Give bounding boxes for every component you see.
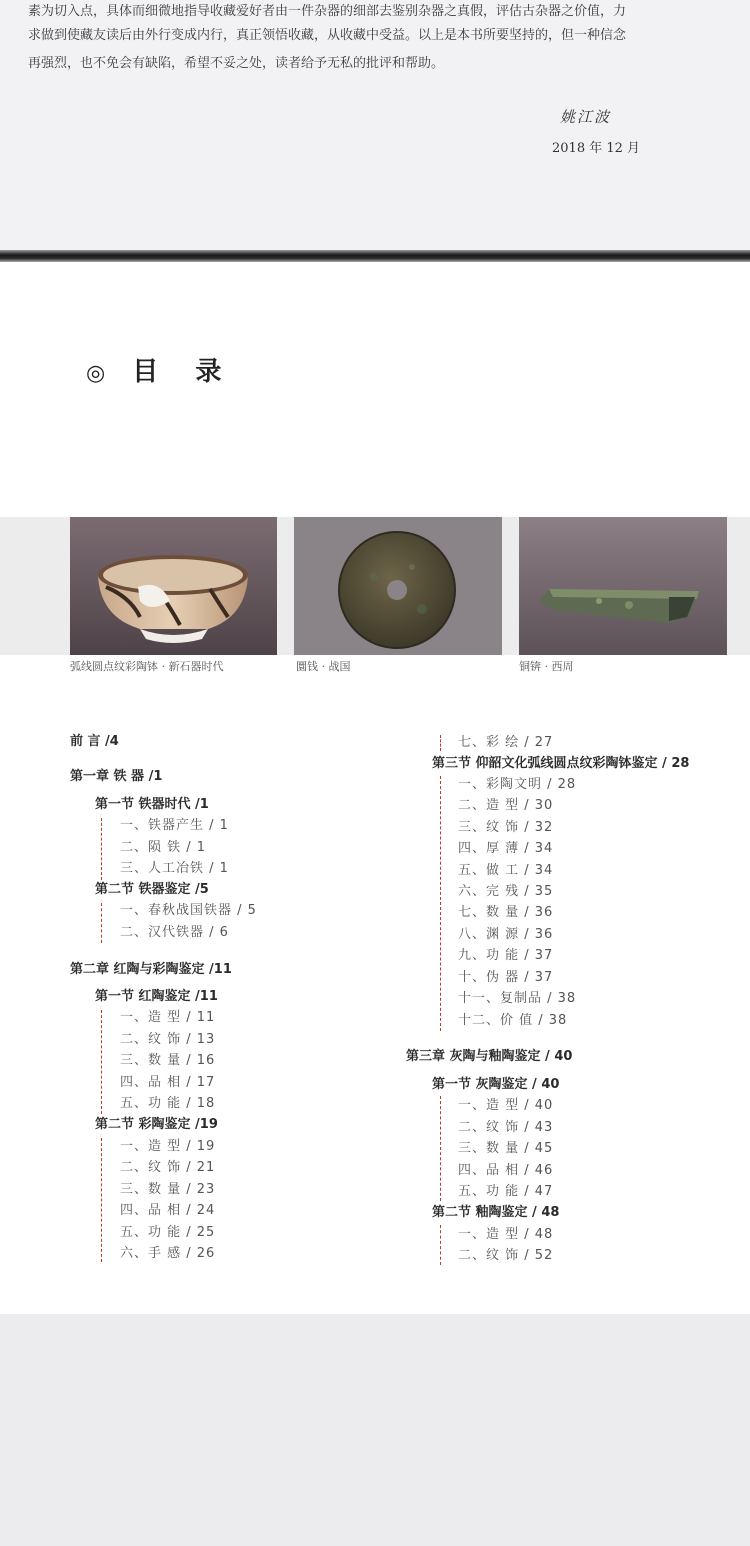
toc-entry: 前 言 /4 xyxy=(70,734,119,749)
toc-entry: 六、完 残 / 35 xyxy=(458,884,554,899)
toc-title xyxy=(86,351,235,388)
toc-entry: 三、数 量 / 16 xyxy=(120,1053,216,1068)
toc-guide-line xyxy=(101,1010,102,1114)
toc-entry: 第二节 釉陶鉴定 / 48 xyxy=(432,1205,560,1220)
double-circle-icon: ◎ xyxy=(86,361,110,386)
toc-entry: 第三章 灰陶与釉陶鉴定 / 40 xyxy=(406,1049,573,1064)
toc-entry: 三、数 量 / 23 xyxy=(120,1182,216,1197)
toc-entry: 四、品 相 / 17 xyxy=(120,1075,216,1090)
photo-caption: 圜钱 · 战国 xyxy=(296,660,351,673)
preface-date: 2018 年 12 月 xyxy=(552,141,641,156)
toc-entry: 一、彩陶文明 / 28 xyxy=(458,777,577,792)
toc-entry: 一、造 型 / 19 xyxy=(120,1139,216,1154)
toc-entry: 第一节 铁器时代 /1 xyxy=(95,797,209,812)
toc-guide-line xyxy=(101,903,102,943)
pottery-bowl-photo xyxy=(70,517,277,655)
toc-entry: 一、造 型 / 40 xyxy=(458,1098,554,1113)
toc-entry: 第二章 红陶与彩陶鉴定 /11 xyxy=(70,962,232,977)
contents-page xyxy=(0,262,750,1314)
author-signature: 姚江波 xyxy=(560,108,612,126)
toc-entry: 三、纹 饰 / 32 xyxy=(458,820,554,835)
toc-guide-line xyxy=(101,1138,102,1262)
preface-page xyxy=(0,0,750,250)
toc-entry: 六、手 感 / 26 xyxy=(120,1246,216,1261)
toc-entry: 四、品 相 / 46 xyxy=(458,1163,554,1178)
toc-entry: 第三节 仰韶文化弧线圆点纹彩陶钵鉴定 / 28 xyxy=(432,756,690,771)
toc-entry: 十二、价 值 / 38 xyxy=(458,1013,568,1028)
preface-line: 再强烈，也不免会有缺陷，希望不妥之处，读者给予无私的批评和帮助。 xyxy=(28,56,445,71)
toc-entry: 第一节 红陶鉴定 /11 xyxy=(95,989,218,1004)
toc-entry: 五、做 工 / 34 xyxy=(458,863,554,878)
toc-entry: 七、数 量 / 36 xyxy=(458,905,554,920)
toc-entry: 二、纹 饰 / 13 xyxy=(120,1032,216,1047)
preface-line: 求做到使藏友读后由外行变成内行，真正领悟收藏，从收藏中受益。以上是本书所要坚持的，但一种信念 xyxy=(28,28,627,43)
next-page-edge xyxy=(0,1314,750,1546)
toc-entry: 三、数 量 / 45 xyxy=(458,1141,554,1156)
toc-entry: 二、纹 饰 / 43 xyxy=(458,1120,554,1135)
toc-entry: 二、汉代铁器 / 6 xyxy=(120,925,229,940)
toc-entry: 二、造 型 / 30 xyxy=(458,798,554,813)
coin-photo xyxy=(294,517,502,655)
toc-entry: 八、渊 源 / 36 xyxy=(458,927,554,942)
toc-entry: 二、陨 铁 / 1 xyxy=(120,840,207,855)
toc-entry: 第二节 铁器鉴定 /5 xyxy=(95,882,209,897)
toc-entry: 一、造 型 / 48 xyxy=(458,1227,554,1242)
toc-title-text: 目 录 xyxy=(132,357,236,387)
toc-entry: 二、纹 饰 / 52 xyxy=(458,1248,554,1263)
photo-caption: 弧线圆点纹彩陶钵 · 新石器时代 xyxy=(70,660,224,673)
toc-guide-line xyxy=(440,1096,441,1201)
preface-line: 素为切入点，具体而细微地指导收藏爱好者由一件杂器的细部去鉴别杂器之真假，评估古杂器之价值，力 xyxy=(28,4,627,19)
toc-entry: 第二节 彩陶鉴定 /19 xyxy=(95,1117,218,1132)
toc-entry: 十一、复制品 / 38 xyxy=(458,991,577,1006)
toc-guide-line xyxy=(440,776,441,1031)
toc-entry: 十、伪 器 / 37 xyxy=(458,970,554,985)
toc-entry: 四、品 相 / 24 xyxy=(120,1203,216,1218)
toc-entry: 五、功 能 / 18 xyxy=(120,1096,216,1111)
toc-entry: 一、铁器产生 / 1 xyxy=(120,818,229,833)
photo-caption: 铜锛 · 西周 xyxy=(519,660,574,673)
toc-entry: 三、人工冶铁 / 1 xyxy=(120,861,229,876)
toc-entry: 一、造 型 / 11 xyxy=(120,1010,216,1025)
toc-guide-line xyxy=(101,818,102,880)
toc-entry: 七、彩 绘 / 27 xyxy=(458,735,554,750)
toc-entry: 二、纹 饰 / 21 xyxy=(120,1160,216,1175)
toc-guide-line xyxy=(440,1225,441,1265)
toc-entry: 五、功 能 / 25 xyxy=(120,1225,216,1240)
toc-entry: 第一节 灰陶鉴定 / 40 xyxy=(432,1077,560,1092)
bronze-adze-photo xyxy=(519,517,727,655)
toc-entry: 一、春秋战国铁器 / 5 xyxy=(120,903,257,918)
toc-entry: 五、功 能 / 47 xyxy=(458,1184,554,1199)
toc-entry: 第一章 铁 器 /1 xyxy=(70,769,163,784)
page-edge-divider xyxy=(0,250,750,262)
toc-entry: 四、厚 薄 / 34 xyxy=(458,841,554,856)
toc-guide-line xyxy=(440,735,441,751)
toc-entry: 九、功 能 / 37 xyxy=(458,948,554,963)
